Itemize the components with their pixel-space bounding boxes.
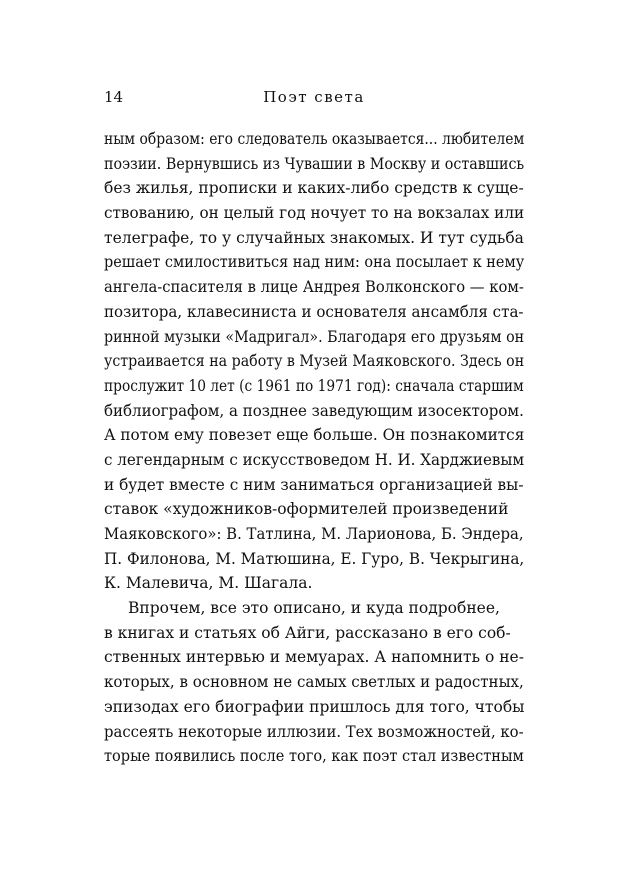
text-line: в книгах и статьях об Айги, рассказано в его соб-	[104, 623, 511, 642]
text-line: решает смилостивиться над ним: она посылает к нему	[104, 253, 525, 272]
text-line: библиографом, а позднее заведующим изосектором.	[104, 401, 524, 420]
text-line: торые появились после того, как поэт стал известным	[104, 747, 524, 766]
page-number: 14	[104, 88, 124, 106]
text-line: К. Малевича, М. Шагала.	[104, 574, 313, 593]
text-line: рассеять некоторые иллюзии. Тех возможностей, ко-	[104, 722, 524, 741]
text-line: без жилья, прописки и каких-либо средств к суще-	[104, 179, 524, 198]
text-line: Маяковского»: В. Татлина, М. Ларионова, Б. Эндера,	[104, 525, 524, 543]
text-line: и будет вместе с ним заниматься организацией вы-	[104, 475, 524, 494]
text-line: А потом ему повезет еще больше. Он познакомится	[104, 426, 525, 445]
text-line: которых, в основном не самых светлых и радостных,	[104, 673, 524, 692]
text-line: ангела-спасителя в лице Андрея Волконского — ком-	[104, 278, 524, 297]
text-line: эпизодах его биографии пришлось для того, чтобы	[104, 697, 525, 716]
text-line: Впрочем, все это описано, и куда подробнее,	[128, 599, 500, 618]
text-line: телеграфе, то у случайных знакомых. И тут судьба	[104, 228, 524, 247]
text-line: устраивается на работу в Музей Маяковского. Здесь он	[104, 352, 525, 371]
running-header	[104, 88, 524, 108]
text-line: ринной музыки «Мадригал». Благодаря его друзьям он	[104, 327, 525, 346]
text-line: поэзии. Вернувшись из Чувашии в Москву и оставшись	[104, 154, 525, 173]
text-line: ным образом: его следователь оказывается... любителем	[104, 130, 525, 148]
text-line: ставок «художников-оформителей произведений	[104, 500, 509, 519]
text-line: прослужит 10 лет (с 1961 по 1971 год): сначала старшим	[104, 376, 524, 395]
text-line: ственных интервью и мемуарах. А напомнить о не-	[104, 648, 524, 667]
running-title: Поэт света	[263, 88, 365, 106]
text-line: с легендарным с искусствоведом Н. И. Харджиевым	[104, 450, 525, 469]
body-text	[104, 127, 524, 769]
text-line: позитора, клавесиниста и основателя ансамбля ста-	[104, 302, 524, 321]
text-line: П. Филонова, М. Матюшина, Е. Гуро, В. Чекрыгина,	[104, 549, 525, 568]
text-line: ствованию, он целый год ночует то на вокзалах или	[104, 204, 525, 223]
